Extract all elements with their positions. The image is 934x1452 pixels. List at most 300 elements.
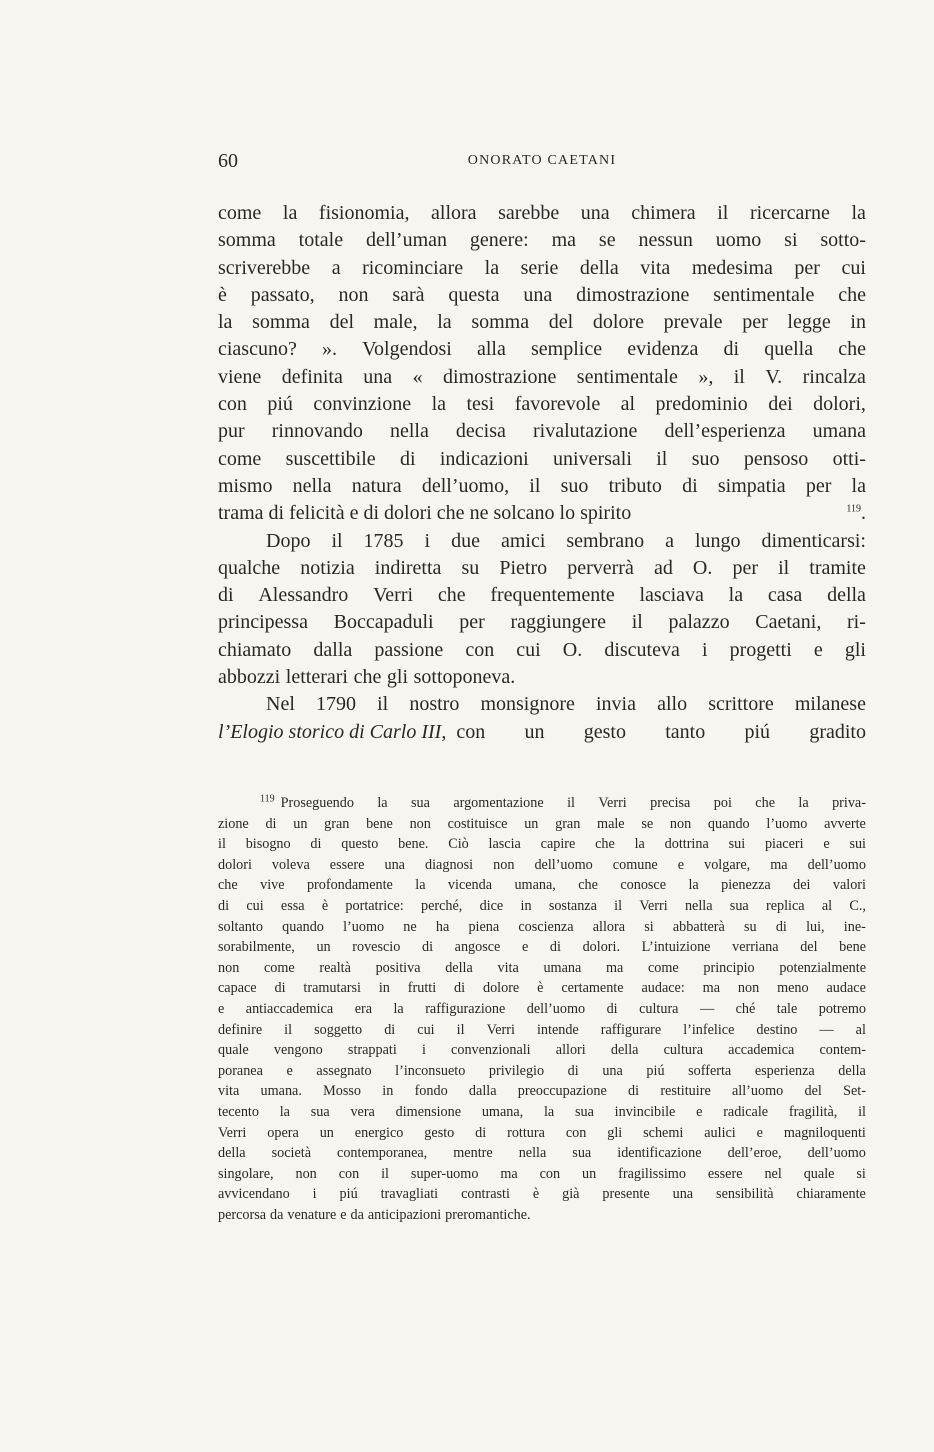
footnote-word: il — [858, 1103, 866, 1120]
footnote-word: contem- — [819, 1042, 866, 1059]
body-word: la — [282, 202, 298, 224]
body-line — [218, 446, 866, 473]
body-word: che — [437, 584, 466, 607]
body-text-span: trama di felicità e di dolori che ne solcano lo spirito — [218, 502, 632, 525]
footnote-word: in — [520, 897, 532, 914]
body-word: chiamato — [218, 638, 292, 661]
body-word: la — [728, 584, 744, 607]
italic-title: l’Elogio storico di Carlo III, — [218, 720, 447, 743]
body-word: rivalutazione — [533, 420, 638, 443]
body-word: dolori, — [813, 393, 866, 416]
body-word: sottoponeva. — [413, 666, 516, 689]
footnote-word: destino — [756, 1021, 798, 1038]
body-word: milanese — [794, 693, 866, 716]
footnote-line — [218, 1123, 866, 1144]
footnote-word: già — [562, 1186, 580, 1203]
footnote-word: Set- — [843, 1083, 866, 1100]
body-word: dei — [768, 393, 793, 416]
footnote-word: — — [699, 1000, 715, 1017]
footnote-word: sua — [729, 897, 749, 914]
footnote-word: contemporanea, — [337, 1145, 428, 1162]
body-word: nella — [292, 474, 332, 497]
footnote-word: di — [775, 918, 787, 935]
footnote-word: in — [378, 980, 390, 997]
body-word: predominio — [655, 393, 748, 416]
footnote-word: di — [384, 1021, 396, 1038]
body-word: pur — [218, 420, 245, 443]
footnote-word: Verri — [218, 1124, 247, 1141]
footnote-word: convenzionali — [451, 1042, 531, 1059]
body-word: piú — [267, 393, 293, 416]
body-word: sotto- — [820, 229, 866, 252]
body-word: « — [412, 365, 423, 388]
body-word: una — [523, 283, 553, 306]
body-word: indiretta — [374, 556, 442, 579]
footnote-word: sua — [411, 795, 430, 811]
footnote-word: fragilità, — [788, 1103, 838, 1120]
body-word: rinnovando — [271, 420, 363, 443]
footnote-word: non — [409, 815, 431, 832]
footnote-word: avvicendano — [218, 1186, 290, 1203]
footnote-word: meno — [777, 980, 809, 997]
footnote-word: l’infelice — [683, 1021, 735, 1038]
body-word: che — [353, 666, 382, 689]
body-word: progetti — [729, 638, 792, 661]
footnote-word: cultura — [663, 1042, 704, 1059]
body-word: al — [620, 393, 636, 416]
body-word: semplice — [531, 338, 603, 361]
footnote-word: positiva — [375, 959, 421, 976]
footnote-word: di — [421, 939, 434, 956]
footnote-word: anticipazioni — [367, 1206, 442, 1223]
body-word: Verri — [373, 584, 414, 607]
body-word: umana — [812, 420, 866, 443]
footnote-word: volgare, — [704, 856, 751, 873]
body-word: piú — [744, 720, 771, 743]
footnote-word: strappati — [347, 1042, 397, 1059]
footnote-word: ma — [702, 980, 721, 997]
body-line — [218, 364, 866, 391]
body-word: dell’uomo, — [421, 474, 510, 497]
footnote-word: dolore — [482, 980, 520, 997]
footnote-word: diagnosi — [425, 856, 474, 873]
body-word: tramite — [809, 556, 866, 579]
footnote-line — [218, 896, 866, 917]
body-word: ad — [653, 556, 673, 579]
body-line — [218, 282, 866, 309]
footnote-word: assegnato — [316, 1062, 372, 1079]
body-word: il — [733, 365, 745, 388]
footnote-word: del — [800, 939, 818, 956]
body-word: che — [838, 283, 866, 306]
body-word: simpatia — [717, 474, 786, 497]
body-word: convinzione — [313, 393, 412, 416]
footnote-word: della — [838, 1062, 866, 1079]
body-word: nella — [389, 420, 429, 443]
body-word: sarà — [392, 283, 425, 306]
footnote-reference[interactable] — [846, 500, 866, 527]
body-word: qualche — [218, 556, 281, 579]
body-word: Caetani, — [755, 611, 822, 634]
footnote-word: e — [286, 1062, 293, 1079]
body-word: il — [529, 474, 541, 497]
footnote-word: potremo — [818, 1000, 866, 1017]
body-word: notizia — [300, 556, 355, 579]
body-word: la — [437, 311, 452, 334]
footnote-word: Ciò — [448, 836, 469, 853]
footnote-word: pienezza — [721, 877, 771, 894]
body-word: Dopo — [266, 529, 311, 552]
footnote-word: piú — [646, 1062, 665, 1079]
footnote-word: è — [532, 1186, 540, 1203]
footnote-word: il — [456, 1021, 465, 1038]
body-word: la — [484, 256, 500, 279]
body-word: perverrà — [567, 556, 634, 579]
body-word: gesto — [583, 720, 626, 743]
footnote-word: dottrina — [664, 836, 709, 853]
footnote-word: piú — [339, 1186, 358, 1203]
footnote-word: rovescio — [352, 939, 401, 956]
footnote-word: singolare, — [218, 1165, 274, 1182]
body-word: il — [631, 611, 643, 634]
footnote-word: soggetto — [314, 1021, 363, 1038]
body-word: ricercarne — [749, 202, 830, 224]
footnote-line — [218, 793, 866, 814]
footnote-word: Verri — [598, 795, 627, 811]
footnote-word: sui — [849, 836, 866, 853]
body-word: ciascuno? — [218, 338, 297, 361]
footnote-word: percorsa — [218, 1206, 267, 1223]
page-number: 60 — [218, 150, 238, 172]
body-word: il — [717, 202, 729, 224]
body-word: lungo — [695, 529, 741, 552]
footnote-line — [218, 1040, 866, 1061]
body-word: passato, — [250, 283, 315, 306]
footnote-word: la — [688, 877, 699, 894]
footnote-word: di — [549, 939, 561, 956]
footnote-word: che — [218, 877, 238, 894]
footnote-word: una — [384, 856, 405, 873]
footnote-word: di — [475, 1124, 487, 1141]
footnote-word: della — [610, 1042, 639, 1059]
footnote-word: di — [310, 836, 322, 853]
footnote-word: e — [340, 1206, 347, 1223]
footnote-word: essere — [707, 1165, 743, 1182]
body-word: lasciava — [639, 584, 704, 607]
body-word: nessun — [638, 229, 693, 252]
footnote-word: e — [218, 1000, 225, 1017]
body-word: dell’esperienza — [664, 420, 786, 443]
footnote-line — [218, 814, 866, 835]
footnote-word: la — [393, 1000, 404, 1017]
footnote-word: il — [614, 897, 623, 914]
footnote-word: lascia — [488, 836, 521, 853]
body-line — [218, 555, 866, 582]
body-word: di — [399, 447, 416, 470]
footnote-word: come — [647, 959, 679, 976]
body-word: una — [363, 365, 393, 388]
body-word: il — [331, 529, 343, 552]
footnote-word: con — [539, 1165, 561, 1182]
footnote-word: avverte — [824, 815, 866, 832]
body-word: di — [723, 338, 740, 361]
footnote-word: contrasti — [461, 1186, 510, 1203]
footnote-word: dolori — [218, 856, 252, 873]
footnote-word: dei — [793, 877, 811, 894]
footnote-ref-number: 119 — [846, 503, 861, 515]
footnote-word: umana — [543, 959, 582, 976]
body-word: sembrano — [566, 529, 645, 552]
footnote-word: dell’eroe, — [727, 1145, 782, 1162]
body-word: la — [851, 474, 866, 497]
body-word: la — [431, 393, 446, 416]
body-word: si — [784, 229, 798, 252]
body-line — [218, 336, 866, 363]
body-word: di — [218, 584, 234, 607]
footnote-word: la — [415, 877, 426, 894]
footnote-word: dell’uomo — [807, 1145, 866, 1162]
footnote-word: profondamente — [306, 877, 393, 894]
footnote-word: di — [265, 815, 277, 832]
body-word: sentimentale — [713, 283, 815, 306]
footnote-word: sofferta — [688, 1062, 732, 1079]
body-word: un — [524, 720, 545, 743]
footnote-word: opera — [267, 1124, 299, 1141]
footnote-word: preoccupazione — [517, 1083, 607, 1100]
footnote-word: umana, — [514, 877, 556, 894]
body-word: è — [218, 283, 227, 306]
footnote-word: l’uomo — [766, 815, 808, 832]
footnote-word: frutti — [407, 980, 437, 997]
body-word: indicazioni — [439, 447, 529, 470]
footnote-word: dimensione — [395, 1103, 462, 1120]
footnote-word: tecento — [218, 1103, 259, 1120]
body-word: suo — [560, 474, 589, 497]
footnote-word: cui — [417, 1021, 435, 1038]
footnote-word: priva- — [832, 795, 866, 811]
footnote-word: male — [597, 815, 625, 832]
footnote-word: preromantiche. — [445, 1206, 531, 1223]
body-word: casa — [767, 584, 803, 607]
body-word: 1790 — [316, 693, 356, 716]
body-word: prevale — [663, 311, 723, 334]
footnote-word: accademica — [728, 1042, 795, 1059]
body-word: che — [838, 338, 866, 361]
body-line — [218, 528, 866, 555]
body-word: tesi — [466, 393, 495, 416]
footnote-word: il — [381, 1165, 389, 1182]
footnote-word: di — [606, 1000, 618, 1017]
footnote-word: vengono — [273, 1042, 323, 1059]
footnote-word: Verri — [486, 1021, 515, 1038]
footnote-word: un — [316, 939, 331, 956]
footnote-line-first — [281, 793, 866, 814]
footnote-word: su — [744, 918, 757, 935]
body-word: legge — [787, 311, 831, 334]
footnote-word: zione — [218, 815, 249, 832]
footnote-line — [218, 1081, 866, 1102]
footnote-word: il — [218, 836, 226, 853]
body-word: i — [424, 529, 431, 552]
body-word: tanto — [665, 720, 706, 743]
footnote-word: potenzialmente — [779, 959, 866, 976]
footnote-word: di — [274, 980, 286, 997]
footnote-line — [218, 1061, 866, 1082]
footnote-word: intende — [536, 1021, 579, 1038]
footnote-word: Verri — [639, 897, 668, 914]
footnote-word: esperienza — [754, 1062, 815, 1079]
body-word: ri- — [847, 611, 866, 634]
footnote-line — [218, 1164, 866, 1185]
footnote-word: un — [293, 815, 308, 832]
body-word: del — [548, 311, 574, 334]
footnote-word: C., — [849, 897, 866, 914]
footnote-word: i — [312, 1186, 317, 1203]
footnote-word: conosce — [620, 877, 667, 894]
footnote-word: realtà — [319, 959, 351, 976]
footnote-word: ma — [500, 1165, 518, 1182]
body-word: ma — [551, 229, 577, 252]
footnote-word: è — [537, 980, 544, 997]
body-line — [218, 309, 866, 336]
body-word: rincalza — [802, 365, 866, 388]
footnote-word: dice — [479, 897, 504, 914]
body-word: principessa — [218, 611, 308, 634]
footnote-word: essere — [329, 856, 365, 873]
body-word: per — [732, 556, 758, 579]
footnote-word: l’inconsueto — [395, 1062, 466, 1079]
body-word: la — [218, 311, 233, 334]
footnote-word: e — [823, 836, 830, 853]
footnote-word: angosce — [454, 939, 501, 956]
body-word: per — [742, 311, 768, 334]
body-word: vita — [640, 256, 671, 279]
body-word: gli — [844, 638, 866, 661]
footnote-word: la — [634, 836, 645, 853]
footnote-number: 119 — [260, 793, 275, 805]
body-word: somma — [252, 311, 310, 334]
footnote-word: rottura — [507, 1124, 545, 1141]
body-word: alla — [476, 338, 506, 361]
body-word: palazzo — [668, 611, 730, 634]
footnote-word: con — [338, 1165, 360, 1182]
body-line — [218, 719, 866, 746]
body-line — [218, 664, 866, 691]
footnote-word: radicale — [723, 1103, 769, 1120]
footnote-word: della — [218, 1145, 246, 1162]
footnote-line — [218, 1184, 866, 1205]
footnote-word: in — [382, 1083, 394, 1100]
body-word: questa — [448, 283, 500, 306]
footnote-word: quando — [282, 918, 324, 935]
body-word: su — [461, 556, 480, 579]
footnote-word: gesto — [424, 1124, 455, 1141]
footnote-line — [218, 1143, 866, 1164]
footnote-word: audace: — [641, 980, 685, 997]
body-word: cui — [841, 256, 866, 279]
footnote-word: di — [628, 1083, 640, 1100]
body-word: natura — [351, 474, 402, 497]
footnote-line — [218, 875, 866, 896]
footnote-word: comune — [612, 856, 658, 873]
body-word: invia — [596, 693, 636, 716]
footnote-word: i — [421, 1042, 426, 1059]
footnote-word: gran — [324, 815, 350, 832]
footnote-word: che — [755, 795, 775, 811]
footnote-word: raffigurare — [600, 1021, 662, 1038]
footnote-word: la — [543, 1103, 555, 1120]
body-line — [218, 500, 866, 527]
body-word: come — [218, 447, 262, 470]
body-word: ricominciare — [362, 256, 464, 279]
footnote-word: cultura — [639, 1000, 679, 1017]
body-word: della — [827, 584, 866, 607]
footnote-word: replica — [765, 897, 805, 914]
body-line — [218, 691, 866, 718]
footnote-word: sui — [728, 836, 746, 853]
footnote-word: ma — [770, 856, 788, 873]
body-line — [218, 255, 866, 282]
footnote-word: definire — [218, 1021, 263, 1038]
footnote-word: tramutarsi — [303, 980, 361, 997]
footnote-word: da — [270, 1206, 284, 1223]
body-word: fisionomia, — [318, 202, 410, 224]
footnote-word: si — [856, 1165, 866, 1182]
footnote-word: fondo — [414, 1083, 448, 1100]
footnote-word: al — [855, 1021, 866, 1038]
body-word: Boccapaduli — [333, 611, 434, 634]
footnote-word: si — [644, 918, 654, 935]
body-word: se — [598, 229, 616, 252]
footnote-word: Proseguendo — [280, 795, 354, 811]
footnote-word: che — [578, 877, 598, 894]
footnote-word: società — [271, 1145, 311, 1162]
body-word: chimera — [631, 202, 696, 224]
footnote-word: Mosso — [323, 1083, 362, 1100]
body-word: a — [331, 256, 341, 279]
footnote-word: la — [798, 795, 809, 811]
body-line — [218, 418, 866, 445]
footnote-word: dell’uomo — [534, 856, 593, 873]
footnote-word: vita — [218, 1083, 240, 1100]
footnote-word: bene — [839, 939, 866, 956]
footnote-word: sua — [572, 1145, 592, 1162]
body-word: otti- — [832, 447, 866, 470]
body-word: dimostrazione — [443, 365, 557, 388]
body-word: allo — [657, 693, 688, 716]
footnote-word: aulici — [704, 1124, 736, 1141]
footnote-word: super-uomo — [410, 1165, 479, 1182]
footnote-word: mentre — [453, 1145, 493, 1162]
body-word: ». — [322, 338, 338, 361]
footnote-line — [218, 834, 866, 855]
footnote-word: non — [218, 959, 240, 976]
footnote-word: se — [641, 815, 654, 832]
body-word: Volgendosi — [362, 338, 452, 361]
body-word: uomo — [715, 229, 762, 252]
body-word: raggiungere — [510, 611, 607, 634]
body-word: la — [851, 202, 866, 224]
footnote-word: cui — [246, 897, 264, 914]
body-word: per — [459, 611, 485, 634]
footnote-word: quando — [707, 815, 750, 832]
footnote-word: da — [350, 1206, 364, 1223]
footnote-word: dell’uomo — [807, 856, 866, 873]
footnote-word: con — [565, 1124, 587, 1141]
footnote-word: coscienza — [518, 918, 574, 935]
footnote-word: raffigurazione — [425, 1000, 506, 1017]
footnote-word: chiaramente — [796, 1186, 866, 1203]
